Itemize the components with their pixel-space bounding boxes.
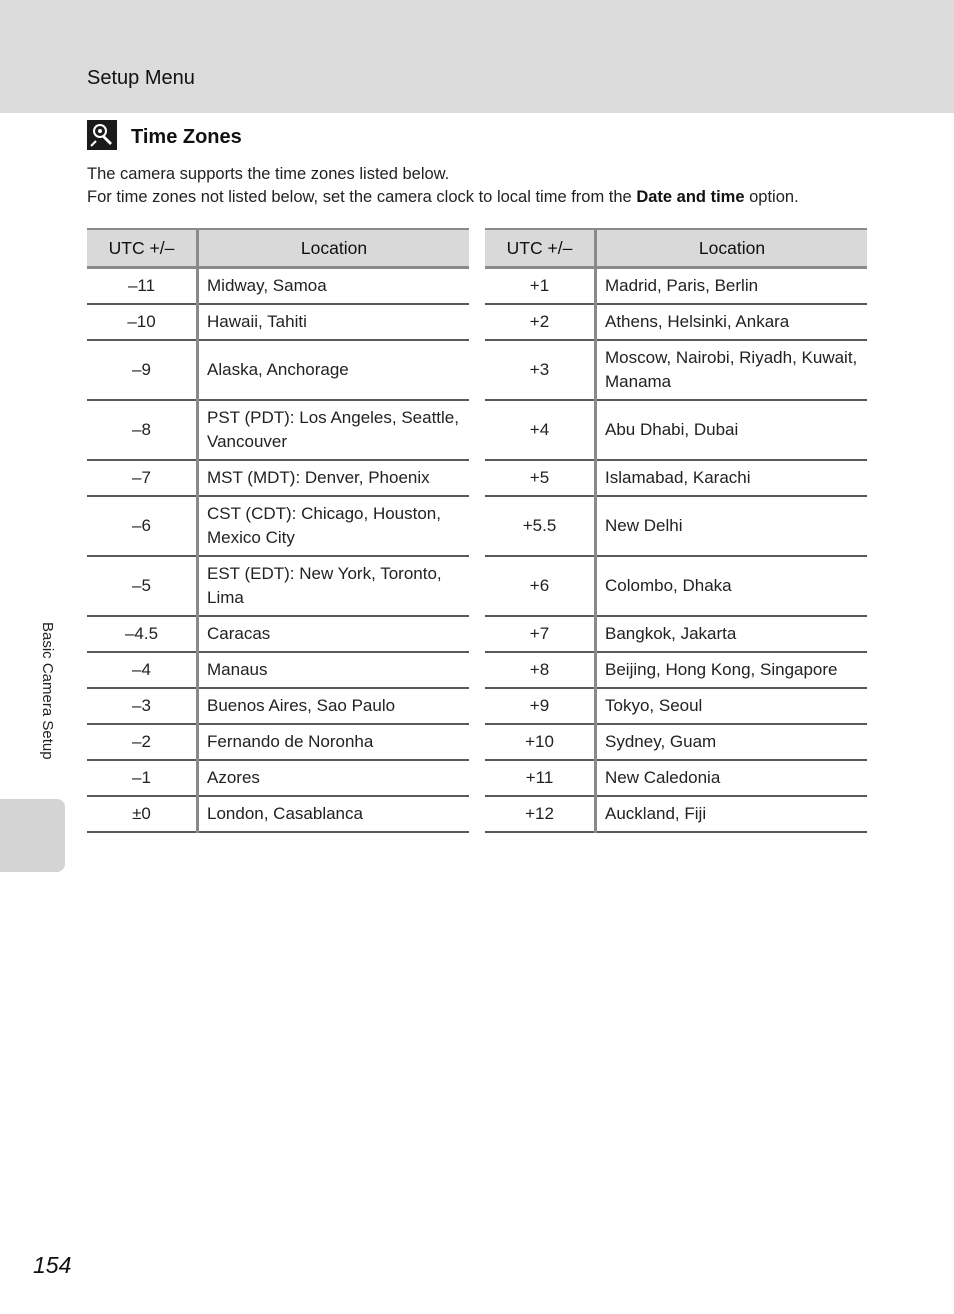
date-and-time-option: Date and time [636, 188, 745, 206]
utc-offset: +10 [485, 724, 596, 760]
utc-offset: +5.5 [485, 496, 596, 556]
location: Azores [198, 760, 470, 796]
table-row [87, 796, 469, 832]
location-column-header: Location [596, 229, 868, 268]
location: Buenos Aires, Sao Paulo [198, 688, 470, 724]
setup-wrench-icon [87, 120, 117, 150]
location-column-header: Location [198, 229, 470, 268]
intro-line-2-suffix: option. [744, 188, 799, 206]
location: EST (EDT): New York, Toronto, Lima [198, 556, 470, 616]
location: Auckland, Fiji [596, 796, 868, 832]
utc-offset: –4 [87, 652, 198, 688]
table-row [87, 304, 469, 340]
location: London, Casablanca [198, 796, 470, 832]
utc-offset: –8 [87, 400, 198, 460]
utc-offset: –5 [87, 556, 198, 616]
utc-offset: –1 [87, 760, 198, 796]
utc-offset: –4.5 [87, 616, 198, 652]
location: MST (MDT): Denver, Phoenix [198, 460, 470, 496]
utc-offset: –9 [87, 340, 198, 400]
location: Fernando de Noronha [198, 724, 470, 760]
location: Beijing, Hong Kong, Singapore [596, 652, 868, 688]
table-row [485, 760, 867, 796]
table-row [87, 400, 469, 460]
header-title: Setup Menu [87, 67, 195, 89]
table-row [485, 340, 867, 400]
utc-offset: –6 [87, 496, 198, 556]
intro-text [87, 163, 907, 209]
utc-offset: –11 [87, 268, 198, 305]
page-number: 154 [33, 1252, 72, 1278]
utc-offset: +2 [485, 304, 596, 340]
utc-offset: +8 [485, 652, 596, 688]
table-row [87, 688, 469, 724]
location: Midway, Samoa [198, 268, 470, 305]
table-row [87, 724, 469, 760]
utc-column-header: UTC +/– [87, 229, 198, 268]
table-header-row [87, 229, 469, 268]
location: Moscow, Nairobi, Riyadh, Kuwait, Manama [596, 340, 868, 400]
table-row [485, 460, 867, 496]
table-row [87, 556, 469, 616]
table-row [87, 460, 469, 496]
location: Caracas [198, 616, 470, 652]
table-row [485, 688, 867, 724]
location: Madrid, Paris, Berlin [596, 268, 868, 305]
header-band [0, 0, 954, 113]
table-row [87, 496, 469, 556]
location: Athens, Helsinki, Ankara [596, 304, 868, 340]
chapter-side-label [36, 622, 60, 792]
table-row [485, 496, 867, 556]
table-row [485, 796, 867, 832]
location: Colombo, Dhaka [596, 556, 868, 616]
location: PST (PDT): Los Angeles, Seattle, Vancouver [198, 400, 470, 460]
time-zone-table-left [87, 228, 469, 833]
table-row [87, 340, 469, 400]
utc-offset: +6 [485, 556, 596, 616]
location: Islamabad, Karachi [596, 460, 868, 496]
location: Abu Dhabi, Dubai [596, 400, 868, 460]
utc-offset: +3 [485, 340, 596, 400]
table-row [87, 616, 469, 652]
utc-offset: –7 [87, 460, 198, 496]
table-header-row [485, 229, 867, 268]
utc-offset: –10 [87, 304, 198, 340]
table-row [485, 268, 867, 305]
utc-offset: ±0 [87, 796, 198, 832]
section-title: Time Zones [131, 126, 242, 148]
intro-line-2 [87, 186, 907, 209]
table-row [485, 724, 867, 760]
table-row [485, 400, 867, 460]
utc-offset: +11 [485, 760, 596, 796]
utc-offset: –3 [87, 688, 198, 724]
location: Sydney, Guam [596, 724, 868, 760]
utc-offset: +7 [485, 616, 596, 652]
utc-offset: –2 [87, 724, 198, 760]
utc-offset: +1 [485, 268, 596, 305]
utc-offset: +5 [485, 460, 596, 496]
location: Tokyo, Seoul [596, 688, 868, 724]
table-row [87, 652, 469, 688]
table-row [485, 652, 867, 688]
chapter-tab [0, 799, 65, 872]
location: Hawaii, Tahiti [198, 304, 470, 340]
table-row [87, 760, 469, 796]
table-row [485, 304, 867, 340]
location: CST (CDT): Chicago, Houston, Mexico City [198, 496, 470, 556]
utc-offset: +4 [485, 400, 596, 460]
location: Bangkok, Jakarta [596, 616, 868, 652]
location: New Caledonia [596, 760, 868, 796]
chapter-side-label-text: Basic Camera Setup [39, 622, 56, 760]
utc-offset: +9 [485, 688, 596, 724]
table-row [485, 556, 867, 616]
location: Alaska, Anchorage [198, 340, 470, 400]
location: Manaus [198, 652, 470, 688]
table-row [87, 268, 469, 305]
table-row [485, 616, 867, 652]
time-zone-table-right [485, 228, 867, 833]
location: New Delhi [596, 496, 868, 556]
intro-line-1: The camera supports the time zones listed below. [87, 165, 450, 183]
utc-offset: +12 [485, 796, 596, 832]
intro-line-2-prefix: For time zones not listed below, set the camera clock to local time from the [87, 188, 637, 206]
utc-column-header: UTC +/– [485, 229, 596, 268]
